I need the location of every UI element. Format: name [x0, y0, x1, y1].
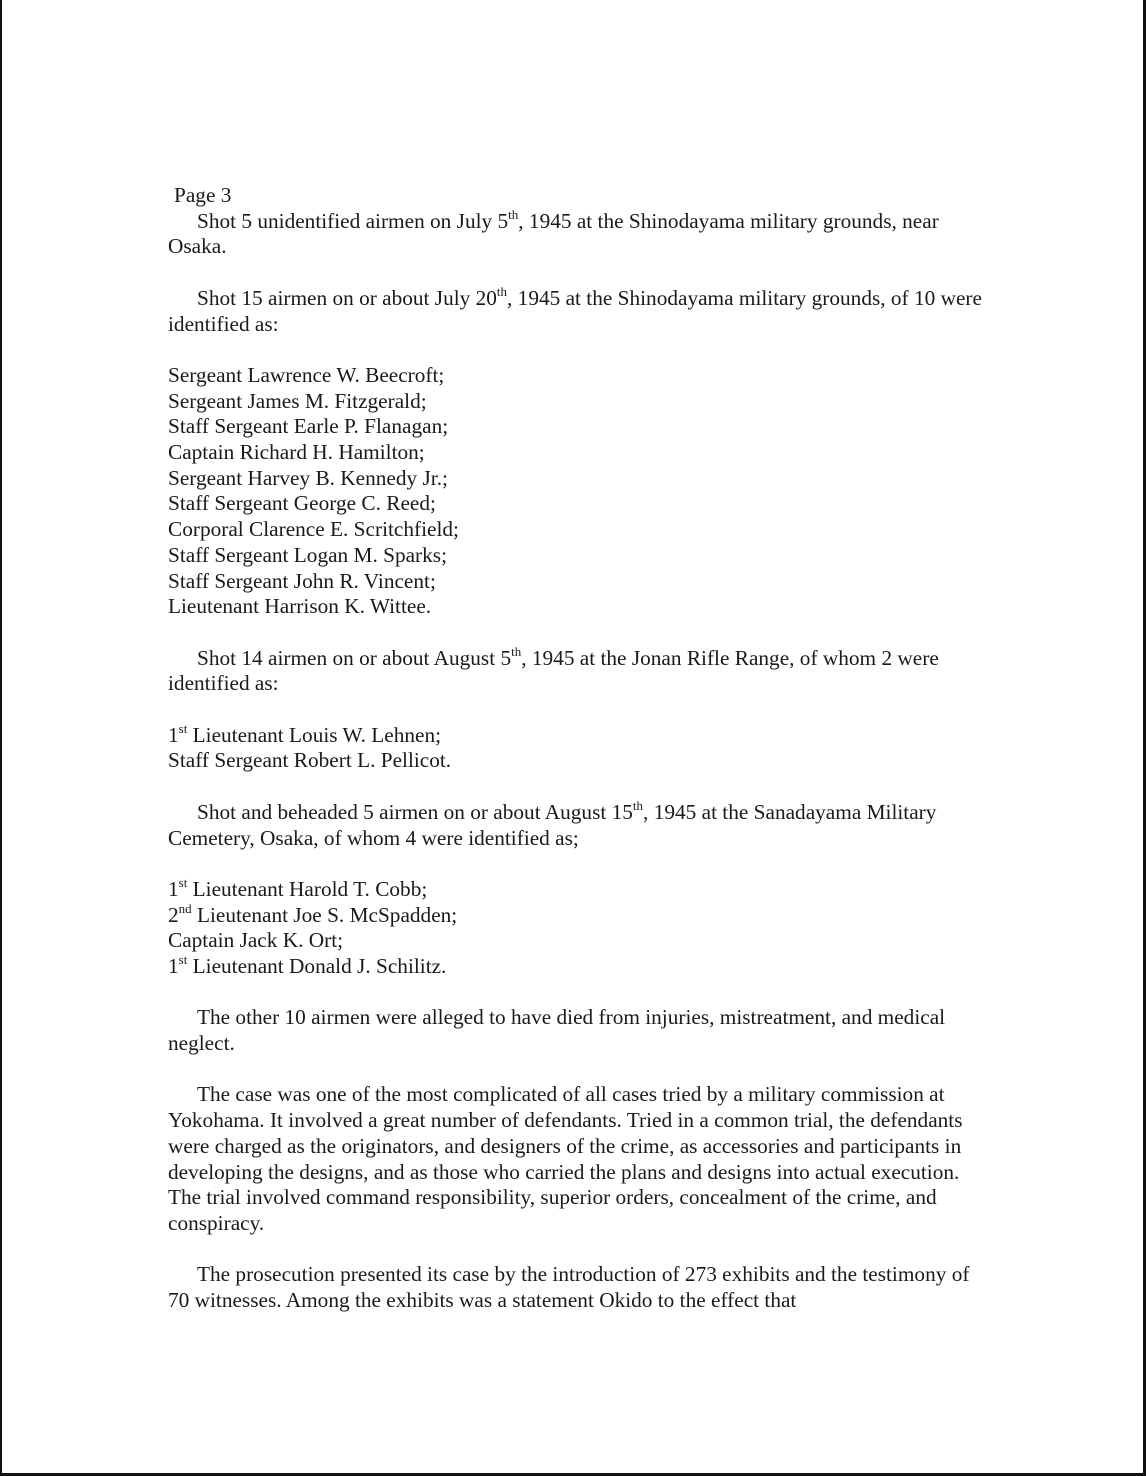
list-item-text: Lieutenant Joe S. McSpadden;: [191, 902, 458, 927]
ordinal-suffix: th: [632, 797, 644, 813]
spacer: [168, 697, 988, 723]
identified-airmen-list-august-5: [168, 720, 988, 774]
spacer: [168, 980, 988, 1006]
paragraph-jonan-rifle-range: [168, 643, 988, 697]
spacer: [168, 1057, 988, 1083]
list-item-text: Lieutenant Donald J. Schilitz.: [187, 954, 447, 978]
list-item-text: Lieutenant Harold T. Cobb;: [187, 876, 428, 901]
spacer: [168, 260, 988, 286]
ordinal-suffix: th: [511, 643, 522, 659]
ordinal-suffix: st: [178, 874, 188, 890]
list-item-text: Staff Sergeant Robert L. Pellicot.: [168, 748, 452, 773]
text: , 1945 at the Jonan Rifle Range, of whom 2 were identified as:: [168, 645, 939, 696]
text: Shot 14 airmen on or about August 5: [197, 645, 512, 670]
paragraph-prosecution: The prosecution presented its case by the introduction of 273 exhibits and the testimony of 70 witnesses. Among the exhibits was a statement Okido to the effect that: [168, 1262, 970, 1313]
paragraph-shinodayama-july-20: [168, 283, 988, 337]
paragraph-case-complexity: The case was one of the most complicated of all cases tried by a military commission at Yokohama. It involved a great number of defendants. Tried in a common trial, the defendants were charged as the originators, and designers of the crime, as accessories and participants in developing the designs, and as those who carried the plans and designs into actual execution. The trial involved command responsibility, superior orders, concealment of the crime, and conspiracy.: [168, 1082, 963, 1235]
list-item: [168, 874, 988, 903]
text: , 1945 at the Shinodayama military grounds, of 10 were identified as:: [168, 285, 982, 336]
list-item: [168, 928, 988, 954]
list-item: Staff Sergeant George C. Reed;: [168, 491, 436, 516]
text: Shot 5 unidentified airmen on July 5: [197, 208, 509, 233]
list-item: Corporal Clarence E. Scritchfield;: [168, 517, 459, 542]
ordinal-suffix: th: [508, 206, 519, 222]
list-item-text: Lieutenant Louis W. Lehnen;: [187, 722, 442, 747]
spacer: [168, 1237, 988, 1263]
ordinal-suffix: nd: [178, 900, 192, 916]
ordinal-suffix: st: [178, 951, 188, 967]
paragraph-other-airmen: The other 10 airmen were alleged to have died from injuries, mistreatment, and medical neglect.: [168, 1005, 946, 1056]
spacer: [168, 337, 988, 363]
list-item: [168, 748, 988, 774]
paragraph-shinodayama-july-5: [168, 206, 988, 260]
identified-airmen-list-july-20: [168, 363, 988, 620]
text: Shot 15 airmen on or about July 20: [197, 285, 497, 310]
list-item: Sergeant James M. Fitzgerald;: [168, 388, 427, 413]
spacer: [168, 851, 988, 877]
document-body: [168, 183, 988, 1314]
text: , 1945 at the Sanadayama Military Cemetery, Osaka, of whom 4 were identified as;: [168, 799, 937, 850]
list-item: [168, 900, 988, 929]
rank-number: 1: [168, 876, 179, 901]
list-item: Sergeant Lawrence W. Beecroft;: [168, 362, 445, 387]
paragraph-sanadayama-cemetery: [168, 797, 988, 851]
list-item-text: Captain Jack K. Ort;: [168, 928, 344, 953]
spacer: [168, 620, 988, 646]
rank-number: 1: [168, 722, 179, 747]
list-item: Sergeant Harvey B. Kennedy Jr.;: [168, 465, 448, 490]
identified-airmen-list-august-15: [168, 874, 988, 980]
text: , 1945 at the Shinodayama military grounds, near Osaka.: [168, 208, 939, 259]
list-item: Staff Sergeant Logan M. Sparks;: [168, 542, 447, 567]
ordinal-suffix: th: [496, 283, 508, 299]
list-item: [168, 951, 988, 980]
list-item: Staff Sergeant John R. Vincent;: [168, 568, 436, 593]
rank-number: 2: [168, 902, 179, 927]
page-number: Page 3: [174, 183, 232, 207]
list-item: Lieutenant Harrison K. Wittee.: [168, 594, 432, 619]
list-item: [168, 720, 988, 749]
rank-number: 1: [168, 954, 179, 978]
ordinal-suffix: st: [178, 720, 188, 736]
spacer: [168, 774, 988, 800]
list-item: Captain Richard H. Hamilton;: [168, 440, 425, 464]
text: Shot and beheaded 5 airmen on or about August 15: [197, 799, 633, 824]
list-item: Staff Sergeant Earle P. Flanagan;: [168, 414, 449, 439]
